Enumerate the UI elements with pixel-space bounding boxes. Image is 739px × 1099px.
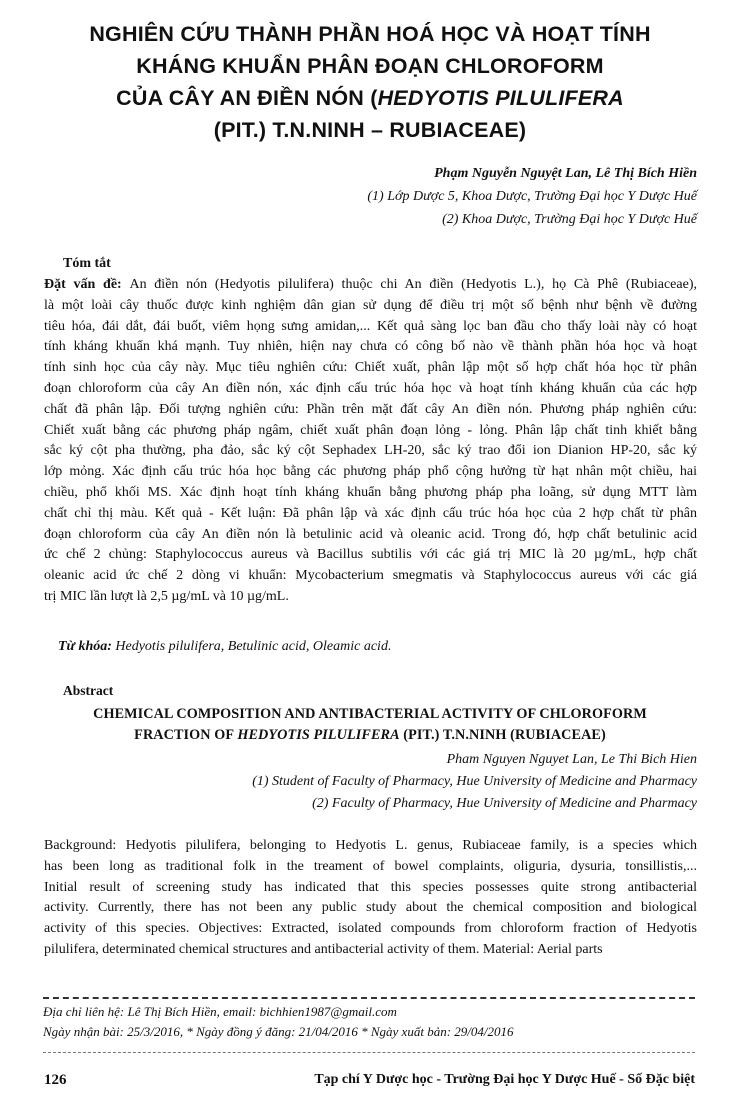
title-line-2: KHÁNG KHUẨN PHÂN ĐOẠN CHLOROFORM: [136, 54, 604, 78]
text-line: [44, 545, 697, 566]
paper-title: [40, 18, 700, 146]
text-line: activity. Currently, there has not been any public study about the chemical composition and biological: [44, 900, 697, 916]
text-line: [44, 358, 697, 379]
text-line: [44, 525, 697, 546]
text-line: [44, 504, 697, 525]
text-line: Initial result of screening study has indicated that this species possesses quite strong antibacterial: [44, 879, 697, 895]
keywords-label: Từ khóa:: [58, 639, 112, 654]
line-text: đoạn chloroform của cây An điền nón, xác định cấu trúc hóa học và hoạt tính kháng khuẩn của các hợp: [44, 380, 697, 396]
line-text: lớp mỏng. Xác định cấu trúc hóa học bằng các phương pháp phổ cộng hưởng từ hạt nhân một chiều, hai: [44, 464, 697, 480]
affiliation-en-1: (1) Student of Faculty of Pharmacy, Hue University of Medicine and Pharmacy: [252, 774, 697, 789]
authors-en: [252, 749, 697, 815]
text-line: activity of this species. Objectives: Extracted, isolated compounds from chloroform fraction of Hedyotis: [44, 921, 697, 937]
author-names-en: Pham Nguyen Nguyet Lan, Le Thi Bich Hien: [446, 752, 697, 767]
line-text: trị MIC lần lượt là 2,5 µg/mL và 10 µg/mL.: [44, 588, 289, 604]
text-line: has been long as traditional folk in the treament of bowel complaints, oliguria, dysuria, tonsillistis,...: [44, 858, 697, 874]
title-line-1: NGHIÊN CỨU THÀNH PHẦN HOÁ HỌC VÀ HOẠT TÍNH: [89, 22, 651, 46]
abstract-title-line-2c: (PIT.) T.N.NINH (RUBIACEAE): [399, 727, 606, 743]
line-text: tính sinh học của cây này. Mục tiêu nghiên cứu: Chiết xuất, phân lập một số hợp chất hóa học từ phân: [44, 360, 697, 376]
tomtat-body: [44, 275, 697, 608]
text-line: [44, 441, 697, 462]
authors-vi: [367, 162, 697, 231]
dates-line: Ngày nhận bài: 25/3/2016, * Ngày đồng ý đăng: 21/04/2016 * Ngày xuất bản: 29/04/2016: [43, 1024, 514, 1039]
contact-line: Địa chỉ liên hệ: Lê Thị Bích Hiền, email: bichhien1987@gmail.com: [43, 1004, 397, 1019]
affiliation-en-2: (2) Faculty of Pharmacy, Hue University of Medicine and Pharmacy: [312, 796, 697, 811]
title-species-name: HEDYOTIS PILULIFERA: [377, 86, 624, 110]
page-number: 126: [44, 1072, 67, 1088]
abstract-title-species: HEDYOTIS PILULIFERA: [237, 727, 400, 743]
abstract-heading: Abstract: [63, 683, 114, 698]
keywords: [58, 639, 391, 655]
abstract-title-line-1: CHEMICAL COMPOSITION AND ANTIBACTERIAL ACTIVITY OF CHLOROFORM: [93, 706, 647, 722]
line-text: ức chế 2 chủng: Staphylococcus aureus và Bacillus subtilis với các giá trị MIC là 20 µg/mL, hợp chất: [44, 547, 697, 563]
line-text: đoạn chloroform của cây An điền nón là betulinic acid và oleanic acid. Trong đó, hợp chất betulinic acid: [44, 526, 697, 542]
abstract-title-line-2a: FRACTION OF: [134, 727, 238, 743]
abstract-body: [44, 836, 697, 961]
line-text: tiêu hóa, đái dắt, đái buốt, viêm họng sưng amidan,... Kết quả sàng lọc ban đầu cho thấy loài này có hoạt: [44, 318, 697, 334]
text-line: [44, 462, 697, 483]
line-text: chiều, phổ khối MS. Xác định hoạt tính kháng khuẩn bằng phương pháp pha loãng, sử dụng MTT làm: [44, 484, 697, 500]
affiliation-vi-1: (1) Lớp Dược 5, Khoa Dược, Trường Đại học Y Dược Huế: [367, 189, 697, 204]
line-text: oleanic acid ức chế 2 dòng vi khuẩn: Mycobacterium smegmatis và Staphylococcus aureus với các giá: [44, 568, 697, 584]
text-line: [44, 296, 697, 317]
abstract-title: [40, 704, 700, 746]
line-text: là một loài cây thuốc được kinh nghiệm dân gian sử dụng để điều trị một số bệnh như bệnh về đường: [44, 297, 697, 313]
tomtat-heading: Tóm tắt: [63, 256, 111, 271]
abstract-title-line-2: [40, 725, 700, 746]
text-line: [44, 379, 697, 400]
affiliation-vi-2: (2) Khoa Dược, Trường Đại học Y Dược Huế: [442, 212, 697, 227]
text-line: [44, 421, 697, 442]
text-line: [44, 483, 697, 504]
text-line: [44, 317, 697, 338]
text-line: [44, 337, 697, 358]
title-line-3-text: CỦA CÂY AN ĐIỀN NÓN (: [116, 86, 378, 110]
text-line: [44, 400, 697, 421]
line-text: sắc ký cột pha thường, pha đảo, sắc ký cột Sephadex LH-20, sắc ký trao đổi ion Dianion HP-20, sắc ký: [44, 443, 697, 459]
journal-footer: Tạp chí Y Dược học - Trường Đại học Y Dược Huế - Số Đặc biệt: [314, 1072, 695, 1087]
line-text: Chiết xuất bằng các phương pháp ngâm, chiết xuất phân đoạn lỏng - lỏng. Phân lập chất tinh khiết bằng: [44, 422, 697, 438]
text-line: [44, 587, 697, 608]
text-line: Background: Hedyotis pilulifera, belonging to Hedyotis L. genus, Rubiaceae family, is a species which: [44, 838, 697, 853]
text-line: pilulifera, determinated chemical structures and antibacterial activity of them. Material: Aerial parts: [44, 941, 603, 957]
keywords-text: Hedyotis pilulifera, Betulinic acid, Oleamic acid.: [111, 639, 392, 654]
lead-label: Đặt vấn đề:: [44, 277, 130, 292]
author-names-vi: Phạm Nguyễn Nguyệt Lan, Lê Thị Bích Hiền: [434, 166, 697, 181]
line-text: tính kháng khuẩn khá mạnh. Tuy nhiên, hiện nay chưa có công bố nào về thành phần hóa học và hoạt: [44, 339, 697, 355]
line-text: chất chỉ thị màu. Kết quả - Kết luận: Đã phân lập và xác định cấu trúc hóa học của 2 hợp chất từ phân: [44, 505, 697, 521]
line-text: chất đã phân lập. Đối tượng nghiên cứu: Phần trên mặt đất cây An điền nón. Phương pháp nghiên cứu:: [44, 401, 697, 417]
text-line: [44, 566, 697, 587]
line-text: An điền nón (Hedyotis pilulifera) thuộc chi An điền (Hedyotis L.), họ Cà Phê (Rubiaceae),: [129, 277, 697, 292]
title-line-4: (PIT.) T.N.NINH – RUBIACEAE): [213, 118, 527, 142]
title-line-3: [40, 82, 700, 114]
correspondence-box: [43, 997, 695, 1053]
text-line: [44, 275, 697, 296]
